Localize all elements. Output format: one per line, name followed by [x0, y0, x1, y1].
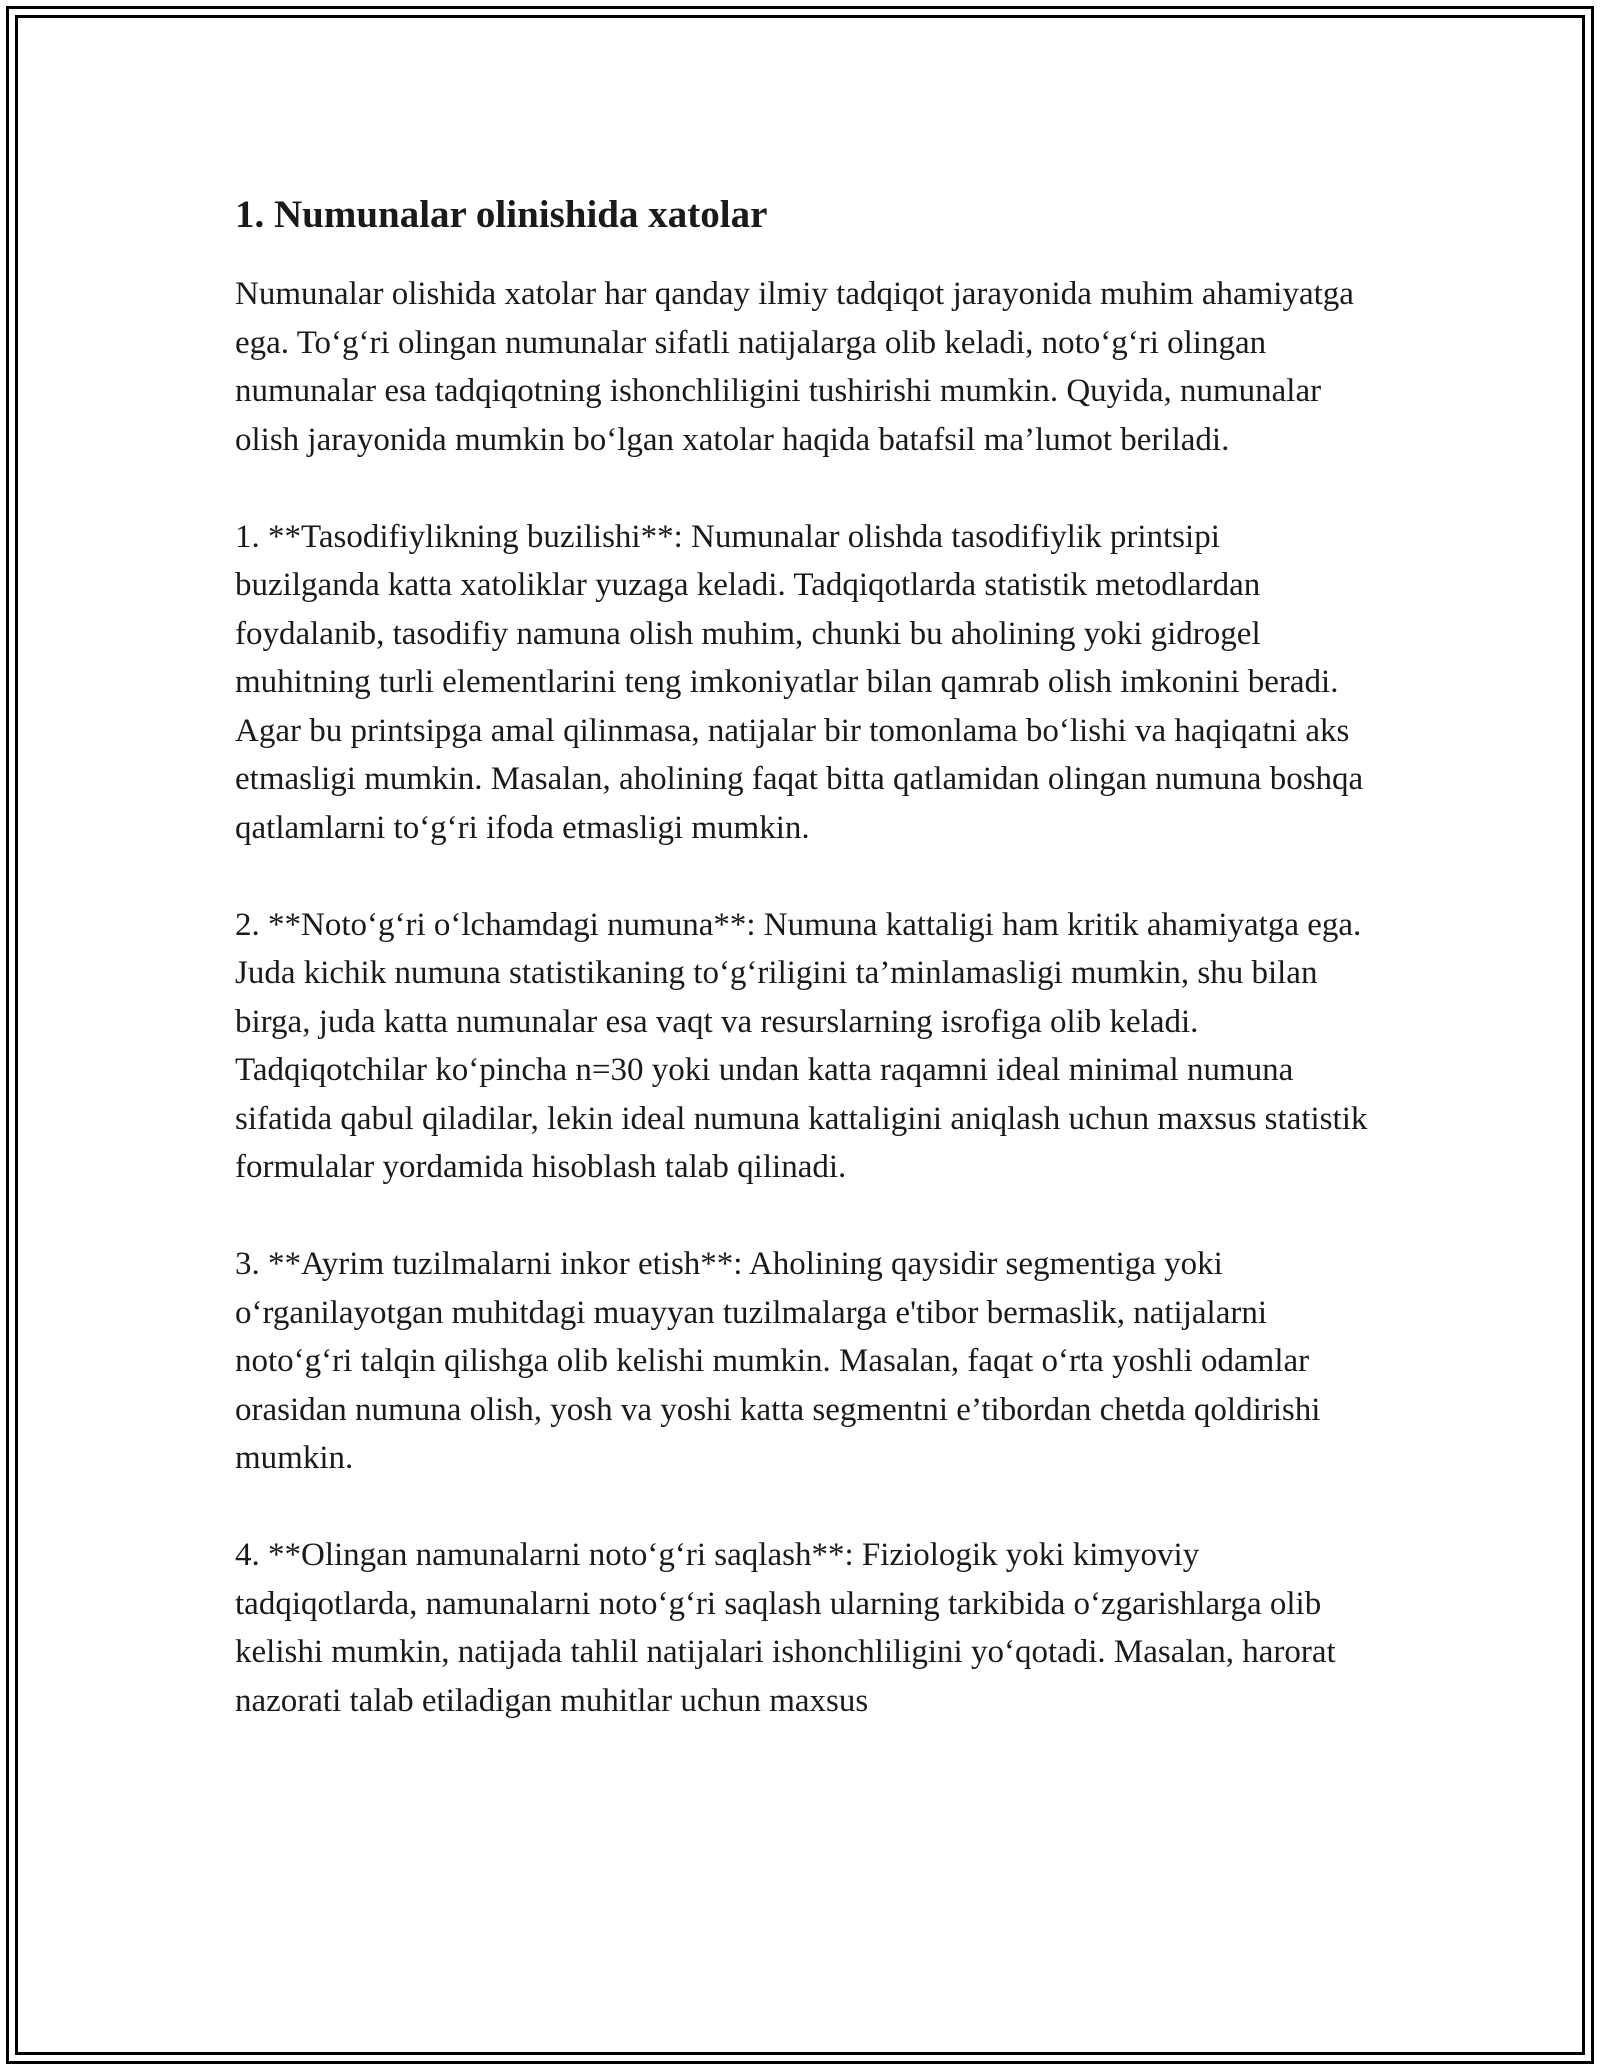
paragraph-item-4: 4. **Olingan namunalarni noto‘g‘ri saqlash**: Fiziologik yoki kimyoviy tadqiqotlarda, namunalarni noto‘g‘ri saqlash ularning tarkibida o‘zgarishlarga olib kelishi mumkin, natijada tahlil natijalari ishonchliligini yo‘qotadi. Masalan, harorat nazorati talab etiladigan muhitlar uchun maxsus — [235, 1537, 1336, 1719]
section-heading: 1. Numunalar olinishida xatolar — [235, 193, 768, 236]
paragraph-intro: Numunalar olishida xatolar har qanday ilmiy tadqiqot jarayonida muhim ahamiyatga ega. To‘g‘ri olingan numunalar sifatli natijalarga olib keladi, noto‘g‘ri olingan numunalar esa tadqiqotning ishonchliligini tushirishi mumkin. Quyida, numunalar olish jarayonida mumkin bo‘lgan xatolar haqida batafsil ma’lumot beriladi. — [235, 276, 1354, 458]
document-body — [235, 186, 1370, 1774]
paragraph-item-2: 2. **Noto‘g‘ri o‘lchamdagi numuna**: Numuna kattaligi ham kritik ahamiyatga ega. Juda kichik numuna statistikaning to‘g‘riligini ta’minlamasligi mumkin, shu bilan birga, juda katta numunalar esa vaqt va resurslarning isrofiga olib keladi. Tadqiqotchilar ko‘pincha n=30 yoki undan katta raqamni ideal minimal numuna sifatida qabul qiladilar, lekin ideal numuna kattaligini aniqlash uchun maxsus statistik formulalar yordamida hisoblash talab qilinadi. — [235, 906, 1368, 1185]
paragraph-item-1: 1. **Tasodifiylikning buzilishi**: Numunalar olishda tasodifiylik printsipi buzilganda katta xatoliklar yuzaga keladi. Tadqiqotlarda statistik metodlardan foydalanib, tasodifiy namuna olish muhim, chunki bu aholining yoki gidrogel muhitning turli elementlarini teng imkoniyatlar bilan qamrab olish imkonini beradi. Agar bu printsipga amal qilinmasa, natijalar bir tomonlama bo‘lishi va haqiqatni aks etmasligi mumkin. Masalan, aholining faqat bitta qatlamidan olingan numuna boshqa qatlamlarni to‘g‘ri ifoda etmasligi mumkin. — [235, 518, 1364, 846]
paragraph-item-3: 3. **Ayrim tuzilmalarni inkor etish**: Aholining qaysidir segmentiga yoki o‘rganilayotgan muhitdagi muayyan tuzilmalarga e'tibor bermaslik, natijalarni noto‘g‘ri talqin qilishga olib kelishi mumkin. Masalan, faqat o‘rta yoshli odamlar orasidan numuna olish, yosh va yoshi katta segmentni e’tibordan chetda qoldirishi mumkin. — [235, 1246, 1321, 1476]
